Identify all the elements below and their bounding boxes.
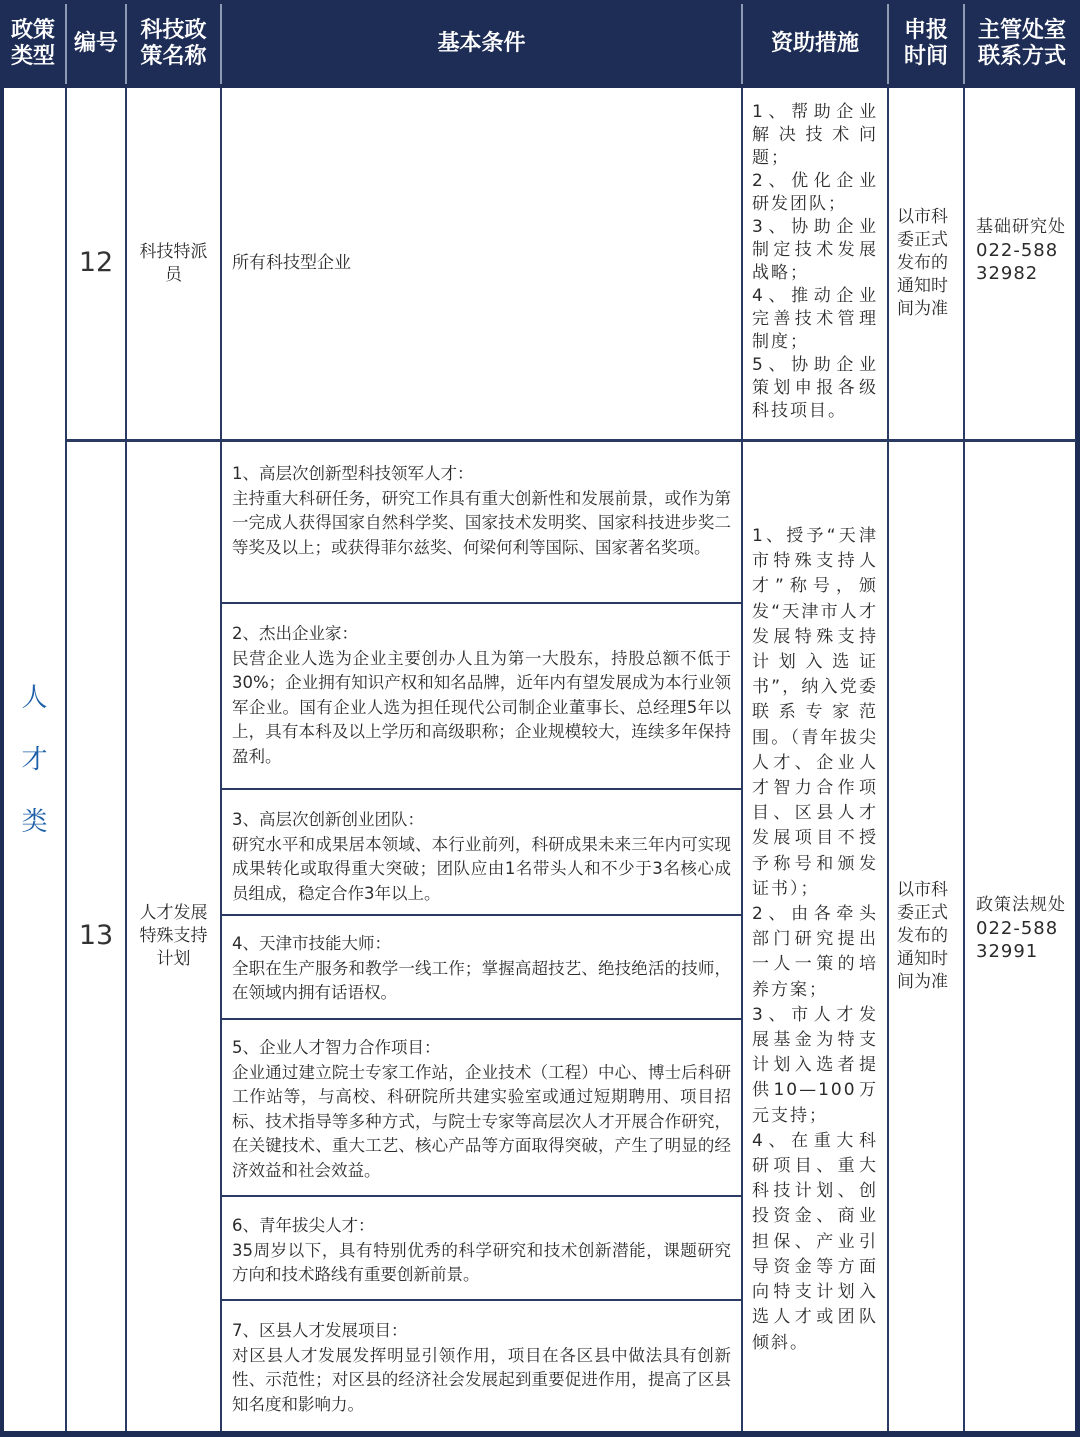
condition-item-4	[222, 918, 741, 1018]
condition-body: 主持重大科研任务，研究工作具有重大创新性和发展前景，或作为第一完成人获得国家自然科学奖、国家技术发明奖、国家科技进步奖二等奖及以上；或获得菲尔兹奖、何梁何利等国际、国家著名奖项。	[232, 488, 731, 557]
header-divider	[125, 4, 127, 84]
header-contact: 主管处室 联系方式	[977, 18, 1066, 69]
header-funding-measures: 资助措施	[770, 31, 859, 56]
row-13-policy-name: 人才发展 特殊支持 计划	[139, 903, 208, 969]
header-divider	[65, 4, 67, 84]
sub-row-divider	[222, 1195, 741, 1197]
row-12-contact-dept: 基础研究处	[976, 217, 1066, 237]
table-border-right	[1075, 88, 1080, 1437]
condition-title: 2、杰出企业家：	[232, 624, 358, 643]
row-12-number: 12	[78, 247, 114, 279]
condition-body: 企业通过建立院士专家工作站，企业技术（工程）中心、博士后科研工作站等，与高校、科研院所共建实验室或通过短期聘用、项目招标、技术指导等多种方式，与院士专家等高层次人才开展合作研究，在关键技术、重大工艺、核心产品等方面取得突破，产生了明显的经济效益和社会效益。	[232, 1062, 731, 1180]
sub-row-divider	[222, 1299, 741, 1301]
condition-item-6	[222, 1200, 741, 1299]
category-cell	[4, 88, 65, 1431]
row-12-contact-phone: 022-58832982	[976, 240, 1059, 284]
category-char: 类	[21, 806, 48, 837]
table-border-bottom	[0, 1431, 1080, 1437]
row-13-contact-phone: 022-58832991	[976, 918, 1059, 962]
condition-item-1	[222, 448, 741, 602]
row-13-measures: 1、授予“天津市特殊支持人才”称号，颁发“天津市人才发展特殊支持计划入选证书”，纳入党委联系专家范围。（青年拔尖人才、企业人才智力合作项目、区县人才发展项目不授予称号和颁发证书）； 2、由各牵头部门研究提出一人一策的培养方案； 3、市人才发展基金为特支计划入选者提供10—100万元支持； 4、在重大科研项目、重大科技计划、创投资金、商业担保、产业引导资金等方面向特支计划入选人才或团队倾斜。	[752, 526, 878, 1353]
row-12-conditions: 所有科技型企业	[232, 253, 351, 274]
row-13-contact-dept: 政策法规处	[976, 895, 1066, 915]
condition-title: 1、高层次创新型科技领军人才：	[232, 464, 474, 483]
condition-body: 35周岁以下，具有特别优秀的科学研究和技术创新潜能，课题研究方向和技术路线有重要创新前景。	[232, 1240, 731, 1284]
header-number: 编号	[73, 31, 118, 56]
condition-body: 全职在生产服务和教学一线工作；掌握高超技艺、绝技绝活的技师，在领域内拥有话语权。	[232, 958, 731, 1002]
condition-title: 4、天津市技能大师：	[232, 934, 391, 953]
condition-title: 6、青年拔尖人才：	[232, 1216, 375, 1235]
header-basic-conditions: 基本条件	[437, 31, 526, 56]
header-divider	[220, 4, 222, 84]
header-application-time: 申报 时间	[903, 18, 948, 69]
category-char: 人	[21, 682, 48, 713]
header-divider	[963, 4, 965, 84]
row-12-time: 以市科委正式发布的通知时间为准	[897, 207, 948, 319]
sub-row-divider	[222, 602, 741, 604]
sub-row-divider	[222, 914, 741, 916]
condition-item-7	[222, 1305, 741, 1431]
header-policy-name: 科技政 策名称	[140, 18, 207, 69]
row-13-contact	[965, 888, 1075, 963]
header-policy-type: 政策 类型	[10, 18, 55, 69]
condition-item-2	[222, 608, 741, 788]
column-line	[963, 88, 965, 1431]
condition-title: 5、企业人才智力合作项目：	[232, 1038, 441, 1057]
row-13-time: 以市科委正式发布的通知时间为准	[897, 880, 948, 992]
condition-item-3	[222, 794, 741, 914]
condition-body: 研究水平和成果居本领域、本行业前列，科研成果未来三年内可实现成果转化或取得重大突破；团队应由1名带头人和不少于3名核心成员组成，稳定合作3年以上。	[232, 834, 731, 903]
condition-title: 3、高层次创新创业团队：	[232, 810, 424, 829]
category-char: 才	[21, 744, 48, 775]
condition-body: 民营企业人选为企业主要创办人且为第一大股东，持股总额不低于30%；企业拥有知识产权和知名品牌，近年内有望发展成为本行业领军企业。国有企业人选为担任现代公司制企业董事长、总经理5年以上，具有本科及以上学历和高级职称；企业规模较大，连续多年保持盈利。	[232, 648, 731, 766]
row-13-number: 13	[78, 920, 114, 952]
sub-row-divider	[222, 1018, 741, 1020]
header-divider	[887, 4, 889, 84]
condition-body: 对区县人才发展发挥明显引领作用，项目在各区县中做法具有创新性、示范性；对区县的经济社会发展起到重要促进作用，提高了区县知名度和影响力。	[232, 1345, 731, 1414]
row-12-contact	[965, 210, 1075, 285]
row-12-policy-name: 科技特派 员	[139, 241, 208, 285]
header-divider	[741, 4, 743, 84]
condition-item-5	[222, 1022, 741, 1195]
sub-row-divider	[222, 788, 741, 790]
condition-title: 7、区县人才发展项目：	[232, 1321, 408, 1340]
row-12-measures: 1、帮助企业解决技术问题； 2、优化企业研发团队； 3、协助企业制定技术发展战略； 4、推动企业完善技术管理制度； 5、协助企业策划申报各级科技项目。	[752, 102, 878, 421]
